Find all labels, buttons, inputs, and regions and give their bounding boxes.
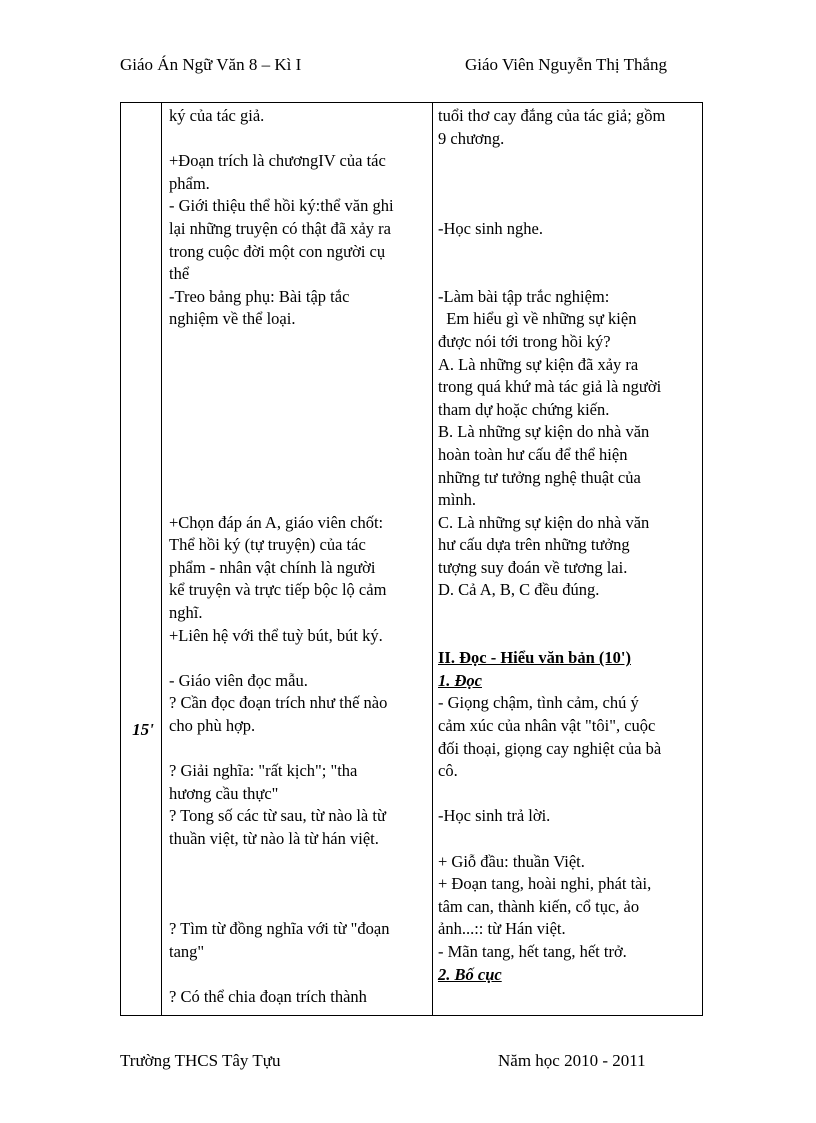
text-line: tượng suy đoán về tương lai.	[438, 557, 628, 577]
text-line: hư cấu dựa trên những tưởng	[438, 535, 630, 555]
spacer	[169, 128, 427, 151]
text-line: - Giới thiệu thể hồi ký:thể văn ghi	[169, 196, 394, 216]
spacer	[169, 467, 427, 490]
spacer	[169, 647, 427, 670]
text-line: kể truyện và trực tiếp bộc lộ cảm	[169, 580, 387, 600]
spacer	[169, 873, 427, 896]
spacer	[169, 399, 427, 422]
spacer	[438, 150, 700, 173]
text-line: +Đoạn trích là chươngIV của tác	[169, 151, 386, 171]
header-right: Giáo Viên Nguyễn Thị Thắng	[465, 55, 668, 74]
text-line: nghiệm về thể loại.	[169, 309, 296, 329]
text-line: trong cuộc đời một con người cụ	[169, 241, 386, 261]
header-left: Giáo Án Ngữ Văn 8 – Kì I	[120, 55, 302, 74]
text-line: phẩm - nhân vật chính là người	[169, 557, 376, 577]
spacer	[438, 173, 700, 196]
spacer	[169, 444, 427, 467]
text-line: ? Giải nghĩa: "rất kịch"; "tha	[169, 761, 358, 781]
text-line: tuổi thơ cay đắng của tác giả; gồm	[438, 106, 666, 125]
text-line: ký của tác giả.	[169, 106, 265, 125]
text-line: hương cầu thực"	[169, 783, 279, 803]
column-divider-1	[161, 103, 162, 1015]
text-line: cô.	[438, 761, 458, 781]
footer-right: Năm học 2010 - 2011	[498, 1051, 646, 1070]
text-line: lại những truyện có thật đã xảy ra	[169, 218, 391, 238]
text-line: - Mãn tang, hết tang, hết trở.	[438, 941, 627, 961]
text-line: mình.	[438, 490, 477, 510]
text-line: tang"	[169, 941, 205, 961]
spacer	[438, 828, 700, 851]
spacer	[169, 489, 427, 512]
text-line: ? Tìm từ đồng nghĩa với từ "đoạn	[169, 919, 390, 939]
text-line: A. Là những sự kiện đã xảy ra	[438, 354, 639, 374]
text-line: - Giáo viên đọc mẫu.	[169, 670, 308, 690]
text-line: cho phù hợp.	[169, 716, 256, 736]
text-line: cảm xúc của nhân vật "tôi", cuộc	[438, 716, 656, 736]
text-line: thuần việt, từ nào là từ hán việt.	[169, 829, 379, 848]
text-line: phẩm.	[169, 173, 210, 193]
text-line: đối thoại, giọng cay nghiệt của bà	[438, 738, 662, 758]
text-line: ? Cần đọc đoạn trích như thế nào	[169, 693, 388, 713]
student-activity-column	[438, 105, 700, 986]
column-divider-2	[432, 103, 433, 1015]
spacer	[169, 376, 427, 399]
spacer	[169, 331, 427, 354]
text-line: tham dự hoặc chứng kiến.	[438, 399, 610, 419]
text-line: ? Tong số các từ sau, từ nào là từ	[169, 806, 386, 826]
spacer	[438, 602, 700, 625]
spacer	[438, 263, 700, 286]
text-line: + Đoạn tang, hoài nghi, phát tài,	[438, 874, 652, 894]
spacer	[438, 783, 700, 806]
lesson-table	[120, 102, 703, 1016]
text-line: những tư tưởng nghệ thuật của	[438, 467, 641, 487]
text-line: nghĩ.	[169, 603, 203, 623]
text-line: -Treo bảng phụ: Bài tập tắc	[169, 286, 350, 306]
text-line: tâm can, thành kiến, cổ tục, ảo	[438, 896, 640, 916]
text-line: thể	[169, 264, 190, 284]
time-cell: 15'	[132, 720, 154, 739]
text-line: +Liên hệ với thể tuỳ bút, bút ký.	[169, 625, 383, 645]
spacer	[169, 354, 427, 377]
footer-left: Trường THCS Tây Tựu	[120, 1051, 281, 1070]
spacer	[169, 738, 427, 761]
spacer	[438, 195, 700, 218]
text-line: B. Là những sự kiện do nhà văn	[438, 422, 650, 442]
spacer	[169, 896, 427, 919]
text-line: ảnh...:: từ Hán việt.	[438, 919, 566, 939]
text-line: + Giỗ đầu: thuần Việt.	[438, 851, 585, 871]
text-line: 9 chương.	[438, 128, 505, 148]
text-line: ? Có thể chia đoạn trích thành	[169, 987, 367, 1007]
text-line: trong quá khứ mà tác giả là người	[438, 377, 662, 397]
spacer	[169, 421, 427, 444]
text-line: -Làm bài tập trắc nghiệm:	[438, 286, 610, 306]
subsection-heading: 2. Bố cục	[438, 964, 502, 984]
text-line: -Học sinh nghe.	[438, 218, 543, 238]
section-heading: II. Đọc - Hiểu văn bản (10')	[438, 648, 631, 668]
text-line: Thể hồi ký (tự truyện) của tác	[169, 535, 366, 555]
spacer	[438, 625, 700, 648]
spacer	[169, 851, 427, 874]
text-line: - Giọng chậm, tình cảm, chú ý	[438, 693, 639, 713]
text-line: hoàn toàn hư cấu để thể hiện	[438, 444, 628, 464]
spacer	[438, 241, 700, 264]
text-line: +Chọn đáp án A, giáo viên chốt:	[169, 512, 384, 532]
text-line: Em hiểu gì về những sự kiện	[438, 309, 637, 329]
subsection-heading: 1. Đọc	[438, 670, 482, 690]
text-line: D. Cả A, B, C đều đúng.	[438, 580, 600, 600]
text-line: -Học sinh trả lời.	[438, 806, 551, 826]
text-line: được nói tới trong hồi ký?	[438, 331, 611, 351]
teacher-activity-column	[169, 105, 427, 1009]
spacer	[169, 964, 427, 987]
text-line: C. Là những sự kiện do nhà văn	[438, 512, 650, 532]
